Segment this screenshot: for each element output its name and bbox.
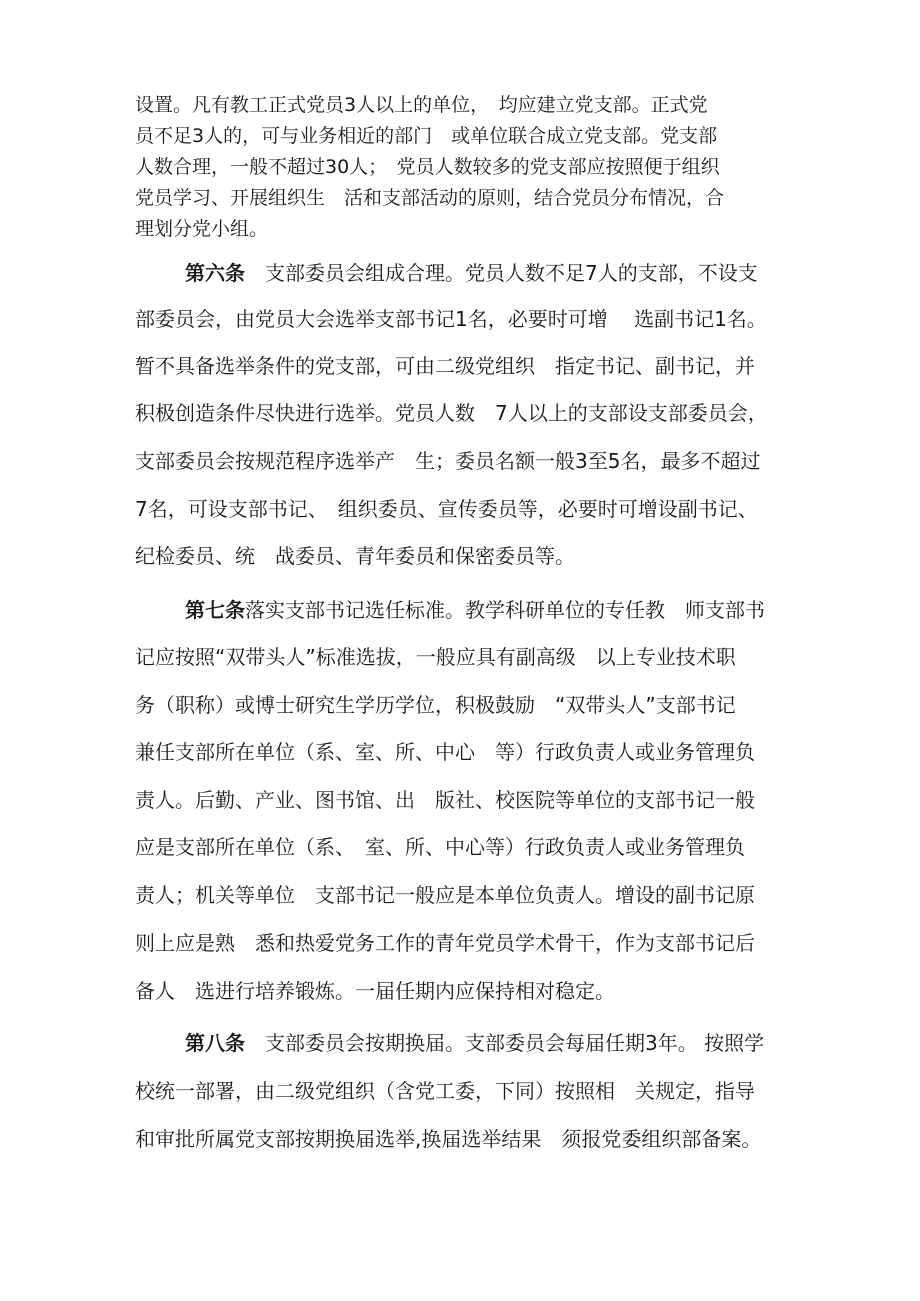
article-label: 第六条: [185, 261, 245, 285]
paragraph-line: 则上应是熟 悉和热爱党务工作的青年党员学术骨干，作为支部书记后: [135, 931, 755, 955]
paragraph-line: 暂不具备选举条件的党支部，可由二级党组织 指定书记、副书记，并: [135, 354, 755, 378]
paragraph-line: 支部委员会按规范程序选举产 生；委员名额一般3至5名，最多不超过: [135, 449, 761, 473]
paragraph-line: 员不足3人的，可与业务相近的部门 或单位联合成立党支部。党支部: [135, 125, 718, 147]
article-label: 第七条: [185, 598, 245, 622]
paragraph-line: 人数合理，一般不超过30人； 党员人数较多的党支部应按照便于组织: [135, 156, 720, 178]
paragraph-line: 和审批所属党支部按期换届选举,换届选举结果 须报党委组织部备案。: [135, 1127, 762, 1151]
article-heading-line: [185, 260, 758, 286]
paragraph-line: 设置。凡有教工正式党员3人以上的单位， 均应建立党支部。正式党: [135, 94, 708, 116]
paragraph-line: 党员学习、开展组织生 活和支部活动的原则，结合党员分布情况，合: [135, 187, 725, 209]
article-heading-line: [185, 1030, 764, 1056]
paragraph-line: 理划分党小组。: [135, 218, 269, 240]
article-label: 第八条: [185, 1031, 245, 1055]
paragraph-line: 责人；机关等单位 支部书记一般应是本单位负责人。增设的副书记原: [135, 883, 755, 907]
paragraph-line: 纪检委员、统 战委员、青年委员和保密委员等。: [135, 544, 575, 568]
article-heading-line: [185, 597, 765, 623]
paragraph-line: 备人 选进行培养锻炼。一届任期内应保持相对稳定。: [135, 979, 615, 1003]
paragraph-line: 7名，可设支部书记、 组织委员、宣传委员等，必要时可增设副书记、: [135, 497, 758, 521]
paragraph-line: 部委员会，由党员大会选举支部书记1名，必要时可增 选副书记1名。: [135, 307, 767, 331]
article-text: 支部委员会按期换届。支部委员会每届任期3年。 按照学: [245, 1031, 765, 1055]
paragraph-line: 记应按照“双带头人”标准选拔，一般应具有副高级 以上专业技术职: [135, 645, 736, 669]
paragraph-line: 应是支部所在单位（系、 室、所、中心等）行政负责人或业务管理负: [135, 835, 745, 859]
paragraph-line: 责人。后勤、产业、图书馆、出 版社、校医院等单位的支部书记一般: [135, 788, 755, 812]
paragraph-line: 兼任支部所在单位（系、室、所、中心 等）行政负责人或业务管理负: [135, 740, 755, 764]
article-text: 支部委员会组成合理。党员人数不足7人的支部，不设支: [245, 261, 758, 285]
paragraph-line: 积极创造条件尽快进行选举。党员人数 7人以上的支部设支部委员会，: [135, 401, 768, 425]
paragraph-line: 校统一部署，由二级党组织（含党工委，下同）按照相 关规定，指导: [135, 1079, 755, 1103]
article-text: 落实支部书记选任标准。教学科研单位的专任教 师支部书: [245, 598, 765, 622]
paragraph-line: 务（职称）或博士研究生学历学位，积极鼓励 “双带头人”支部书记: [135, 693, 736, 717]
